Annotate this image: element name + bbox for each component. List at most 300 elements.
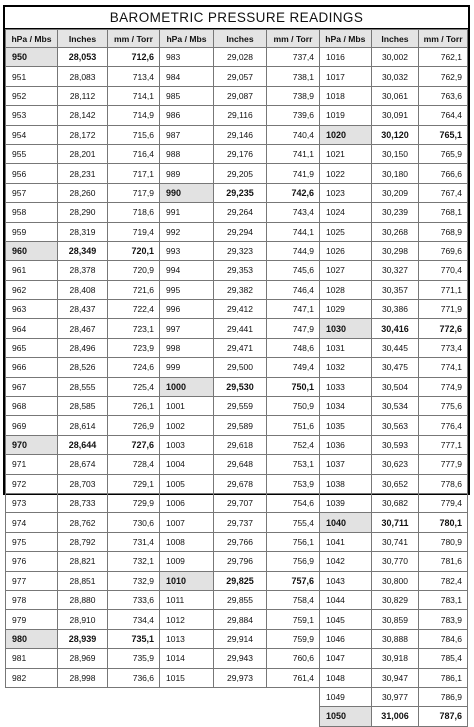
cell-hpa: 997	[160, 319, 214, 338]
cell-inches: 30,888	[371, 629, 419, 648]
cell-mm-torr: 762,9	[419, 67, 468, 86]
readings-table-3	[319, 29, 468, 727]
table-row	[320, 513, 468, 532]
cell-inches: 30,475	[371, 358, 419, 377]
cell-inches: 29,618	[214, 435, 267, 454]
cell-mm-torr: 781,6	[419, 552, 468, 571]
cell-inches: 30,534	[371, 397, 419, 416]
cell-inches: 30,386	[371, 300, 419, 319]
cell-mm-torr: 759,9	[267, 629, 320, 648]
cell-hpa: 1008	[160, 532, 214, 551]
cell-inches: 29,973	[214, 668, 267, 687]
header-inches: Inches	[214, 30, 267, 48]
cell-inches: 30,977	[371, 687, 419, 706]
cell-hpa: 1046	[320, 629, 372, 648]
cell-mm-torr: 786,1	[419, 668, 468, 687]
cell-hpa: 1006	[160, 493, 214, 512]
table-row	[320, 435, 468, 454]
table-row	[160, 300, 320, 319]
cell-hpa: 1031	[320, 338, 372, 357]
cell-hpa: 1048	[320, 668, 372, 687]
cell-hpa: 980	[6, 629, 58, 648]
cell-mm-torr: 717,1	[108, 164, 160, 183]
cell-inches: 29,382	[214, 280, 267, 299]
cell-inches: 29,737	[214, 513, 267, 532]
table-row	[160, 416, 320, 435]
table-row	[320, 125, 468, 144]
cell-mm-torr: 786,9	[419, 687, 468, 706]
cell-hpa: 1026	[320, 241, 372, 260]
cell-mm-torr: 732,9	[108, 571, 160, 590]
table-row	[160, 455, 320, 474]
cell-inches: 29,707	[214, 493, 267, 512]
table-row	[6, 668, 160, 687]
table-row	[320, 319, 468, 338]
cell-inches: 28,585	[58, 397, 108, 416]
cell-inches: 29,057	[214, 67, 267, 86]
cell-hpa: 1014	[160, 649, 214, 668]
cell-mm-torr: 765,9	[419, 144, 468, 163]
cell-inches: 28,437	[58, 300, 108, 319]
table-row	[6, 222, 160, 241]
cell-mm-torr: 759,1	[267, 610, 320, 629]
cell-inches: 29,530	[214, 377, 267, 396]
cell-hpa: 1018	[320, 86, 372, 105]
cell-inches: 29,884	[214, 610, 267, 629]
table-row	[6, 649, 160, 668]
cell-mm-torr: 776,4	[419, 416, 468, 435]
table-header	[160, 30, 320, 48]
header-hpa: hPa / Mbs	[6, 30, 58, 48]
header-inches: Inches	[371, 30, 419, 48]
table-row	[320, 300, 468, 319]
cell-mm-torr: 766,6	[419, 164, 468, 183]
cell-inches: 28,674	[58, 455, 108, 474]
cell-inches: 30,947	[371, 668, 419, 687]
cell-hpa: 1041	[320, 532, 372, 551]
cell-hpa: 1017	[320, 67, 372, 86]
cell-mm-torr: 747,9	[267, 319, 320, 338]
cell-hpa: 1047	[320, 649, 372, 668]
cell-hpa: 1045	[320, 610, 372, 629]
cell-mm-torr: 722,4	[108, 300, 160, 319]
cell-inches: 30,682	[371, 493, 419, 512]
cell-hpa: 995	[160, 280, 214, 299]
table-row	[6, 455, 160, 474]
cell-hpa: 965	[6, 338, 58, 357]
cell-inches: 30,032	[371, 67, 419, 86]
cell-mm-torr: 717,9	[108, 183, 160, 202]
cell-hpa: 956	[6, 164, 58, 183]
cell-mm-torr: 727,6	[108, 435, 160, 454]
cell-mm-torr: 760,6	[267, 649, 320, 668]
cell-hpa: 967	[6, 377, 58, 396]
cell-inches: 28,053	[58, 48, 108, 67]
cell-hpa: 1036	[320, 435, 372, 454]
cell-mm-torr: 742,6	[267, 183, 320, 202]
table-row	[6, 48, 160, 67]
cell-mm-torr: 730,6	[108, 513, 160, 532]
table-row	[6, 67, 160, 86]
table-row	[320, 552, 468, 571]
cell-hpa: 978	[6, 590, 58, 609]
table-row	[160, 358, 320, 377]
cell-hpa: 953	[6, 106, 58, 125]
table-row	[6, 86, 160, 105]
cell-hpa: 973	[6, 493, 58, 512]
cell-mm-torr: 749,4	[267, 358, 320, 377]
table-row	[320, 86, 468, 105]
cell-mm-torr: 743,4	[267, 203, 320, 222]
header-hpa: hPa / Mbs	[160, 30, 214, 48]
cell-inches: 30,327	[371, 261, 419, 280]
cell-hpa: 952	[6, 86, 58, 105]
cell-hpa: 1009	[160, 552, 214, 571]
cell-mm-torr: 728,4	[108, 455, 160, 474]
cell-hpa: 998	[160, 338, 214, 357]
cell-inches: 30,209	[371, 183, 419, 202]
cell-mm-torr: 720,9	[108, 261, 160, 280]
table-row	[320, 106, 468, 125]
table-row	[160, 338, 320, 357]
cell-inches: 28,231	[58, 164, 108, 183]
table-row	[160, 513, 320, 532]
cell-hpa: 1013	[160, 629, 214, 648]
table-column-1	[5, 29, 160, 688]
cell-hpa: 1016	[320, 48, 372, 67]
cell-inches: 29,648	[214, 455, 267, 474]
cell-mm-torr: 767,4	[419, 183, 468, 202]
cell-hpa: 986	[160, 106, 214, 125]
cell-hpa: 961	[6, 261, 58, 280]
cell-inches: 30,652	[371, 474, 419, 493]
cell-hpa: 1027	[320, 261, 372, 280]
table-row	[160, 532, 320, 551]
table-row	[160, 48, 320, 67]
cell-hpa: 1042	[320, 552, 372, 571]
cell-hpa: 1020	[320, 125, 372, 144]
cell-hpa: 969	[6, 416, 58, 435]
cell-inches: 28,142	[58, 106, 108, 125]
cell-hpa: 1005	[160, 474, 214, 493]
table-row	[160, 610, 320, 629]
cell-mm-torr: 771,1	[419, 280, 468, 299]
cell-hpa: 954	[6, 125, 58, 144]
cell-inches: 30,091	[371, 106, 419, 125]
table-row	[6, 203, 160, 222]
cell-mm-torr: 777,9	[419, 455, 468, 474]
cell-hpa: 1023	[320, 183, 372, 202]
table-row	[160, 552, 320, 571]
cell-hpa: 1010	[160, 571, 214, 590]
cell-mm-torr: 736,6	[108, 668, 160, 687]
table-row	[320, 629, 468, 648]
cell-inches: 30,711	[371, 513, 419, 532]
cell-hpa: 964	[6, 319, 58, 338]
cell-inches: 28,880	[58, 590, 108, 609]
cell-inches: 30,800	[371, 571, 419, 590]
table-row	[320, 532, 468, 551]
table-row	[160, 222, 320, 241]
cell-inches: 30,416	[371, 319, 419, 338]
cell-hpa: 959	[6, 222, 58, 241]
cell-inches: 30,061	[371, 86, 419, 105]
cell-inches: 30,150	[371, 144, 419, 163]
cell-inches: 28,792	[58, 532, 108, 551]
cell-hpa: 1037	[320, 455, 372, 474]
table-row	[160, 183, 320, 202]
table-row	[320, 261, 468, 280]
cell-inches: 28,644	[58, 435, 108, 454]
table-row	[320, 610, 468, 629]
table-row	[320, 338, 468, 357]
table-row	[320, 144, 468, 163]
cell-mm-torr: 716,4	[108, 144, 160, 163]
table-row	[320, 67, 468, 86]
table-row	[320, 164, 468, 183]
cell-inches: 29,294	[214, 222, 267, 241]
table-row	[160, 164, 320, 183]
cell-mm-torr: 712,6	[108, 48, 160, 67]
cell-mm-torr: 724,6	[108, 358, 160, 377]
cell-inches: 30,180	[371, 164, 419, 183]
table-row	[6, 629, 160, 648]
header-mm-torr: mm / Torr	[108, 30, 160, 48]
table-row	[6, 532, 160, 551]
table-row	[160, 319, 320, 338]
table-row	[6, 300, 160, 319]
table-row	[320, 397, 468, 416]
cell-inches: 29,323	[214, 241, 267, 260]
cell-mm-torr: 784,6	[419, 629, 468, 648]
cell-hpa: 1030	[320, 319, 372, 338]
cell-inches: 29,559	[214, 397, 267, 416]
cell-mm-torr: 783,9	[419, 610, 468, 629]
cell-inches: 29,116	[214, 106, 267, 125]
table-row	[6, 241, 160, 260]
cell-mm-torr: 762,1	[419, 48, 468, 67]
cell-hpa: 1025	[320, 222, 372, 241]
cell-mm-torr: 748,6	[267, 338, 320, 357]
cell-hpa: 1024	[320, 203, 372, 222]
cell-inches: 30,859	[371, 610, 419, 629]
table-row	[320, 183, 468, 202]
cell-hpa: 977	[6, 571, 58, 590]
cell-mm-torr: 757,6	[267, 571, 320, 590]
table-header	[6, 30, 160, 48]
table-row	[6, 435, 160, 454]
cell-hpa: 1049	[320, 687, 372, 706]
cell-hpa: 962	[6, 280, 58, 299]
cell-mm-torr: 778,6	[419, 474, 468, 493]
cell-hpa: 1000	[160, 377, 214, 396]
cell-inches: 28,910	[58, 610, 108, 629]
cell-mm-torr: 753,9	[267, 474, 320, 493]
cell-mm-torr: 741,9	[267, 164, 320, 183]
cell-hpa: 1019	[320, 106, 372, 125]
cell-inches: 28,614	[58, 416, 108, 435]
cell-mm-torr: 774,9	[419, 377, 468, 396]
cell-inches: 29,176	[214, 144, 267, 163]
cell-hpa: 957	[6, 183, 58, 202]
cell-mm-torr: 774,1	[419, 358, 468, 377]
cell-mm-torr: 783,1	[419, 590, 468, 609]
cell-inches: 30,741	[371, 532, 419, 551]
table-row	[320, 377, 468, 396]
cell-mm-torr: 726,1	[108, 397, 160, 416]
table-row	[6, 144, 160, 163]
table-row	[320, 474, 468, 493]
table-row	[160, 590, 320, 609]
cell-mm-torr: 738,9	[267, 86, 320, 105]
cell-inches: 29,500	[214, 358, 267, 377]
cell-hpa: 950	[6, 48, 58, 67]
cell-mm-torr: 751,6	[267, 416, 320, 435]
cell-mm-torr: 747,1	[267, 300, 320, 319]
cell-mm-torr: 713,4	[108, 67, 160, 86]
table-row	[320, 687, 468, 706]
cell-mm-torr: 768,9	[419, 222, 468, 241]
cell-hpa: 982	[6, 668, 58, 687]
cell-inches: 29,471	[214, 338, 267, 357]
table-row	[320, 493, 468, 512]
cell-hpa: 951	[6, 67, 58, 86]
table-header	[320, 30, 468, 48]
table-row	[160, 144, 320, 163]
cell-hpa: 1034	[320, 397, 372, 416]
cell-mm-torr: 737,4	[267, 48, 320, 67]
cell-hpa: 955	[6, 144, 58, 163]
cell-hpa: 1039	[320, 493, 372, 512]
cell-inches: 28,290	[58, 203, 108, 222]
cell-inches: 30,239	[371, 203, 419, 222]
cell-mm-torr: 769,6	[419, 241, 468, 260]
cell-inches: 28,851	[58, 571, 108, 590]
cell-hpa: 981	[6, 649, 58, 668]
cell-mm-torr: 787,6	[419, 707, 468, 726]
cell-inches: 28,703	[58, 474, 108, 493]
cell-mm-torr: 714,9	[108, 106, 160, 125]
cell-mm-torr: 723,1	[108, 319, 160, 338]
cell-mm-torr: 721,6	[108, 280, 160, 299]
header-inches: Inches	[58, 30, 108, 48]
table-row	[320, 668, 468, 687]
cell-mm-torr: 779,4	[419, 493, 468, 512]
cell-hpa: 960	[6, 241, 58, 260]
table-row	[160, 397, 320, 416]
cell-hpa: 1021	[320, 144, 372, 163]
cell-mm-torr: 756,1	[267, 532, 320, 551]
cell-inches: 28,496	[58, 338, 108, 357]
header-hpa: hPa / Mbs	[320, 30, 372, 48]
cell-hpa: 971	[6, 455, 58, 474]
cell-mm-torr: 735,9	[108, 649, 160, 668]
cell-inches: 29,825	[214, 571, 267, 590]
cell-hpa: 1032	[320, 358, 372, 377]
table-row	[6, 513, 160, 532]
table-row	[160, 668, 320, 687]
cell-hpa: 1004	[160, 455, 214, 474]
table-row	[6, 474, 160, 493]
page-title: BAROMETRIC PRESSURE READINGS	[5, 7, 468, 29]
table-row	[6, 280, 160, 299]
cell-mm-torr: 763,6	[419, 86, 468, 105]
cell-mm-torr: 746,4	[267, 280, 320, 299]
table-row	[160, 261, 320, 280]
cell-mm-torr: 744,9	[267, 241, 320, 260]
table-row	[160, 649, 320, 668]
cell-hpa: 984	[160, 67, 214, 86]
cell-mm-torr: 738,1	[267, 67, 320, 86]
cell-inches: 28,821	[58, 552, 108, 571]
cell-hpa: 988	[160, 144, 214, 163]
table-row	[320, 416, 468, 435]
table-row	[320, 455, 468, 474]
table-row	[320, 48, 468, 67]
cell-inches: 28,112	[58, 86, 108, 105]
cell-inches: 29,796	[214, 552, 267, 571]
cell-hpa: 989	[160, 164, 214, 183]
cell-inches: 29,855	[214, 590, 267, 609]
cell-mm-torr: 715,6	[108, 125, 160, 144]
cell-mm-torr: 770,4	[419, 261, 468, 280]
cell-mm-torr: 735,1	[108, 629, 160, 648]
cell-hpa: 990	[160, 183, 214, 202]
table-row	[160, 241, 320, 260]
cell-inches: 28,349	[58, 241, 108, 260]
cell-hpa: 994	[160, 261, 214, 280]
cell-mm-torr: 773,4	[419, 338, 468, 357]
cell-hpa: 963	[6, 300, 58, 319]
table-row	[6, 261, 160, 280]
cell-hpa: 999	[160, 358, 214, 377]
cell-mm-torr: 739,6	[267, 106, 320, 125]
cell-hpa: 1001	[160, 397, 214, 416]
table-row	[160, 280, 320, 299]
table-row	[320, 707, 468, 726]
cell-hpa: 983	[160, 48, 214, 67]
cell-inches: 30,563	[371, 416, 419, 435]
cell-inches: 30,770	[371, 552, 419, 571]
table-row	[320, 649, 468, 668]
table-row	[160, 474, 320, 493]
cell-mm-torr: 755,4	[267, 513, 320, 532]
cell-mm-torr: 723,9	[108, 338, 160, 357]
cell-inches: 28,378	[58, 261, 108, 280]
cell-hpa: 974	[6, 513, 58, 532]
cell-inches: 30,357	[371, 280, 419, 299]
cell-hpa: 1040	[320, 513, 372, 532]
table-row	[160, 86, 320, 105]
table-row	[6, 125, 160, 144]
cell-inches: 28,172	[58, 125, 108, 144]
header-mm-torr: mm / Torr	[419, 30, 468, 48]
cell-mm-torr: 753,1	[267, 455, 320, 474]
cell-hpa: 1033	[320, 377, 372, 396]
cell-inches: 28,555	[58, 377, 108, 396]
cell-inches: 29,353	[214, 261, 267, 280]
cell-hpa: 996	[160, 300, 214, 319]
cell-mm-torr: 758,4	[267, 590, 320, 609]
cell-hpa: 991	[160, 203, 214, 222]
cell-mm-torr: 729,9	[108, 493, 160, 512]
cell-mm-torr: 761,4	[267, 668, 320, 687]
table-row	[6, 106, 160, 125]
table-row	[160, 493, 320, 512]
cell-mm-torr: 732,1	[108, 552, 160, 571]
cell-hpa: 1022	[320, 164, 372, 183]
table-row	[160, 571, 320, 590]
